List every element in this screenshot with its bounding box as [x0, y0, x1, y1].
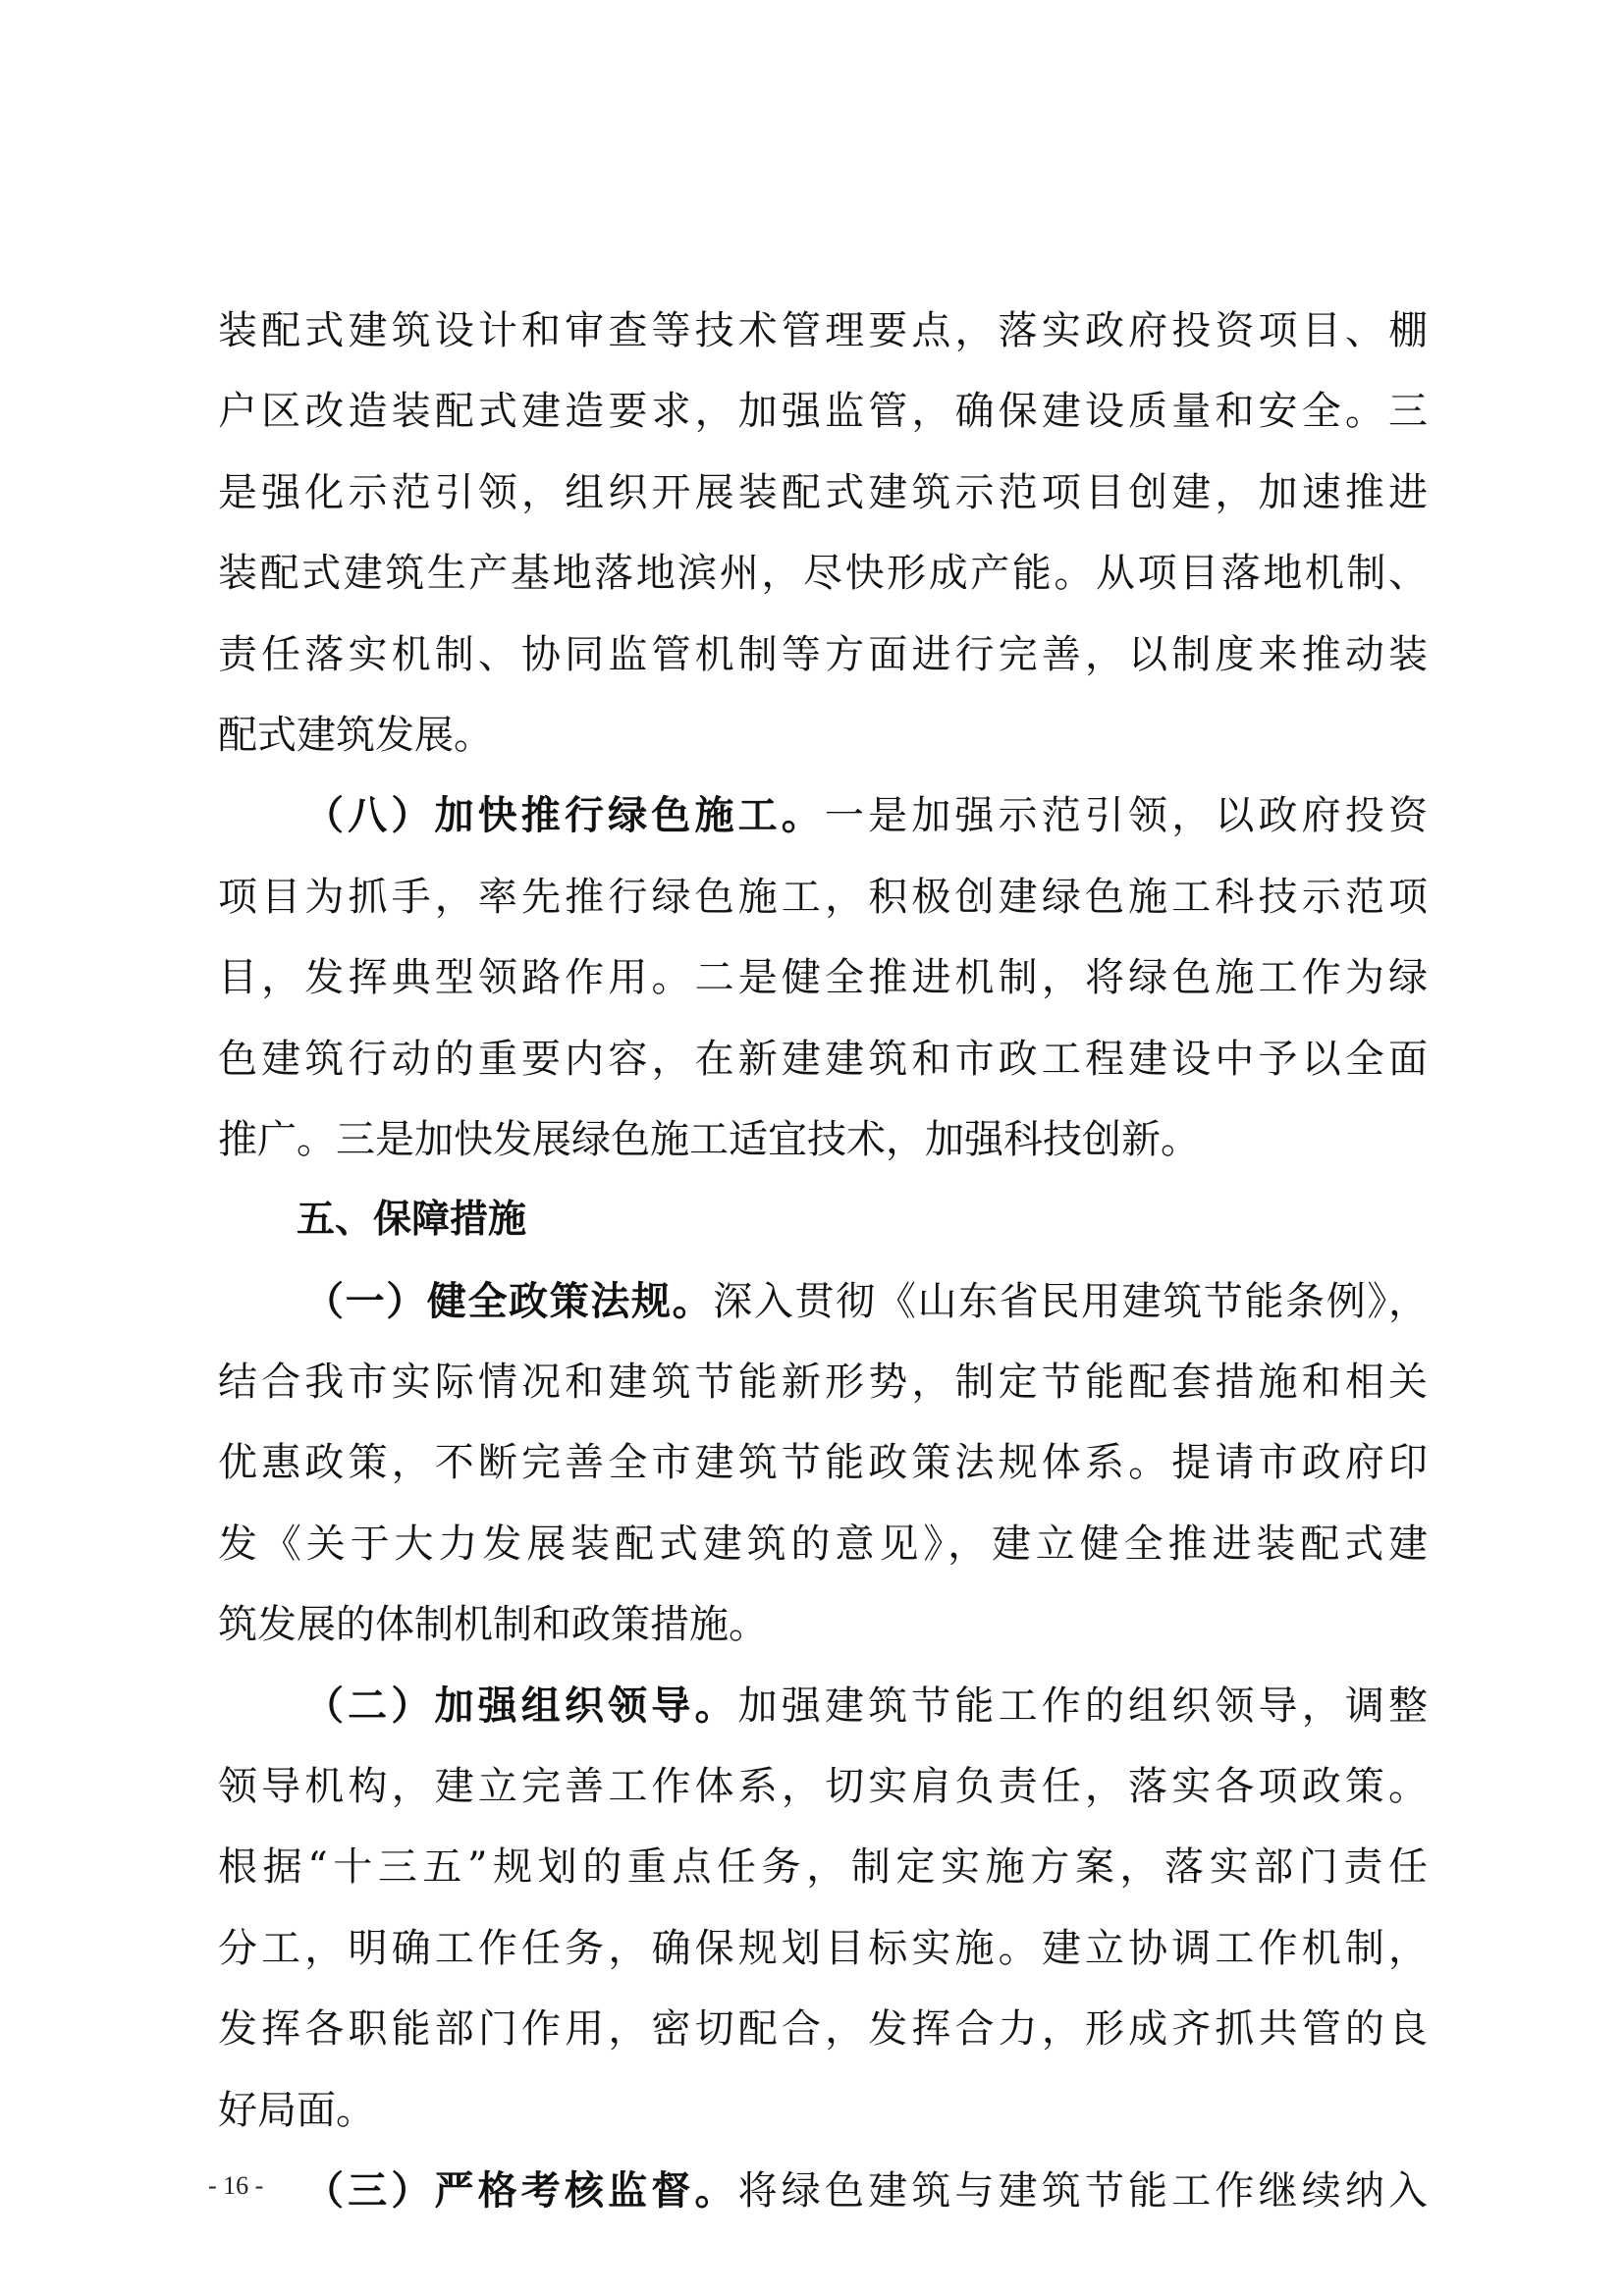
line-text: 项目为抓手，率先推行绿色施工，积极创建绿色施工科技示范项: [218, 874, 1428, 920]
line-text: 装配式建筑生产基地落地滨州，尽快形成产能。从项目落地机制、: [218, 551, 1428, 597]
line-text: 深入贯彻《山东省民用建筑节能条例》，: [713, 1278, 1428, 1324]
text-line: [218, 1019, 1428, 1099]
line-text: 根据“十三五”规划的重点任务，制定实施方案，落实部门责任: [218, 1844, 1428, 1891]
text-line: [218, 857, 1428, 937]
line-text: 是强化示范引领，组织开展装配式建筑示范项目创建，加速推进: [218, 469, 1428, 515]
line-text: 优惠政策，不断完善全市建筑节能政策法规体系。提请市政府印: [218, 1440, 1428, 1486]
text-line: [218, 1504, 1428, 1584]
section-heading: [218, 1180, 1428, 1260]
text-line: [218, 291, 1428, 371]
text-line: [218, 1584, 1428, 1665]
text-line: [218, 1746, 1428, 1827]
line-text: 筑发展的体制机制和政策措施。: [218, 1602, 768, 1648]
paragraph-start-line: [218, 1666, 1428, 1746]
line-text: 分工，明确工作任务，确保规划目标实施。建立协调工作机制，: [218, 1925, 1428, 1971]
line-text: 配式建筑发展。: [218, 712, 493, 758]
paragraph-lead: （三）严格考核监督。: [304, 2166, 738, 2214]
text-line: [218, 1422, 1428, 1503]
paragraph-lead: （二）加强组织领导。: [304, 1682, 738, 1729]
text-line: [218, 533, 1428, 614]
line-text: 将绿色建筑与建筑节能工作继续纳入: [737, 2167, 1428, 2214]
line-text: 一是加强示范引领，以政府投资: [824, 793, 1428, 839]
line-text: 推广。三是加快发展绿色施工适宜技术，加强科技创新。: [218, 1116, 1200, 1162]
text-line: [218, 1827, 1428, 1907]
paragraph-start-line: [218, 1261, 1428, 1342]
body-text: [218, 291, 1428, 2231]
line-text: 加强建筑节能工作的组织领导，调整: [737, 1682, 1428, 1729]
text-line: [218, 937, 1428, 1018]
text-line: [218, 695, 1428, 775]
paragraph-start-line: [218, 2151, 1428, 2231]
page-number: - 16 -: [208, 2171, 264, 2200]
line-text: 好局面。: [218, 2087, 375, 2133]
text-line: [218, 371, 1428, 452]
text-line: [218, 2070, 1428, 2151]
line-text: 目，发挥典型领路作用。二是健全推进机制，将绿色施工作为绿: [218, 955, 1428, 1001]
paragraph-lead: （八）加快推行绿色施工。: [304, 792, 825, 839]
text-line: [218, 1342, 1428, 1422]
text-line: [218, 614, 1428, 695]
paragraph-start-line: [218, 775, 1428, 856]
line-text: 责任落实机制、协同监管机制等方面进行完善，以制度来推动装: [218, 631, 1428, 677]
line-text: 发《关于大力发展装配式建筑的意见》，建立健全推进装配式建: [218, 1521, 1428, 1567]
line-text: 结合我市实际情况和建筑节能新形势，制定节能配套措施和相关: [218, 1360, 1428, 1406]
paragraph-lead: （一）健全政策法规。: [304, 1277, 714, 1324]
text-line: [218, 1908, 1428, 1989]
section-heading-text: 五、保障措施: [297, 1198, 527, 1243]
line-text: 发挥各职能部门作用，密切配合，发挥合力，形成齐抓共管的良: [218, 2006, 1428, 2053]
line-text: 户区改造装配式建造要求，加强监管，确保建设质量和安全。三: [218, 389, 1428, 435]
line-text: 色建筑行动的重要内容，在新建建筑和市政工程建设中予以全面: [218, 1036, 1428, 1082]
line-text: 领导机构，建立完善工作体系，切实肩负责任，落实各项政策。: [218, 1764, 1428, 1810]
text-line: [218, 1099, 1428, 1180]
text-line: [218, 1989, 1428, 2069]
line-text: 装配式建筑设计和审查等技术管理要点，落实政府投资项目、棚: [218, 308, 1428, 353]
text-line: [218, 453, 1428, 533]
